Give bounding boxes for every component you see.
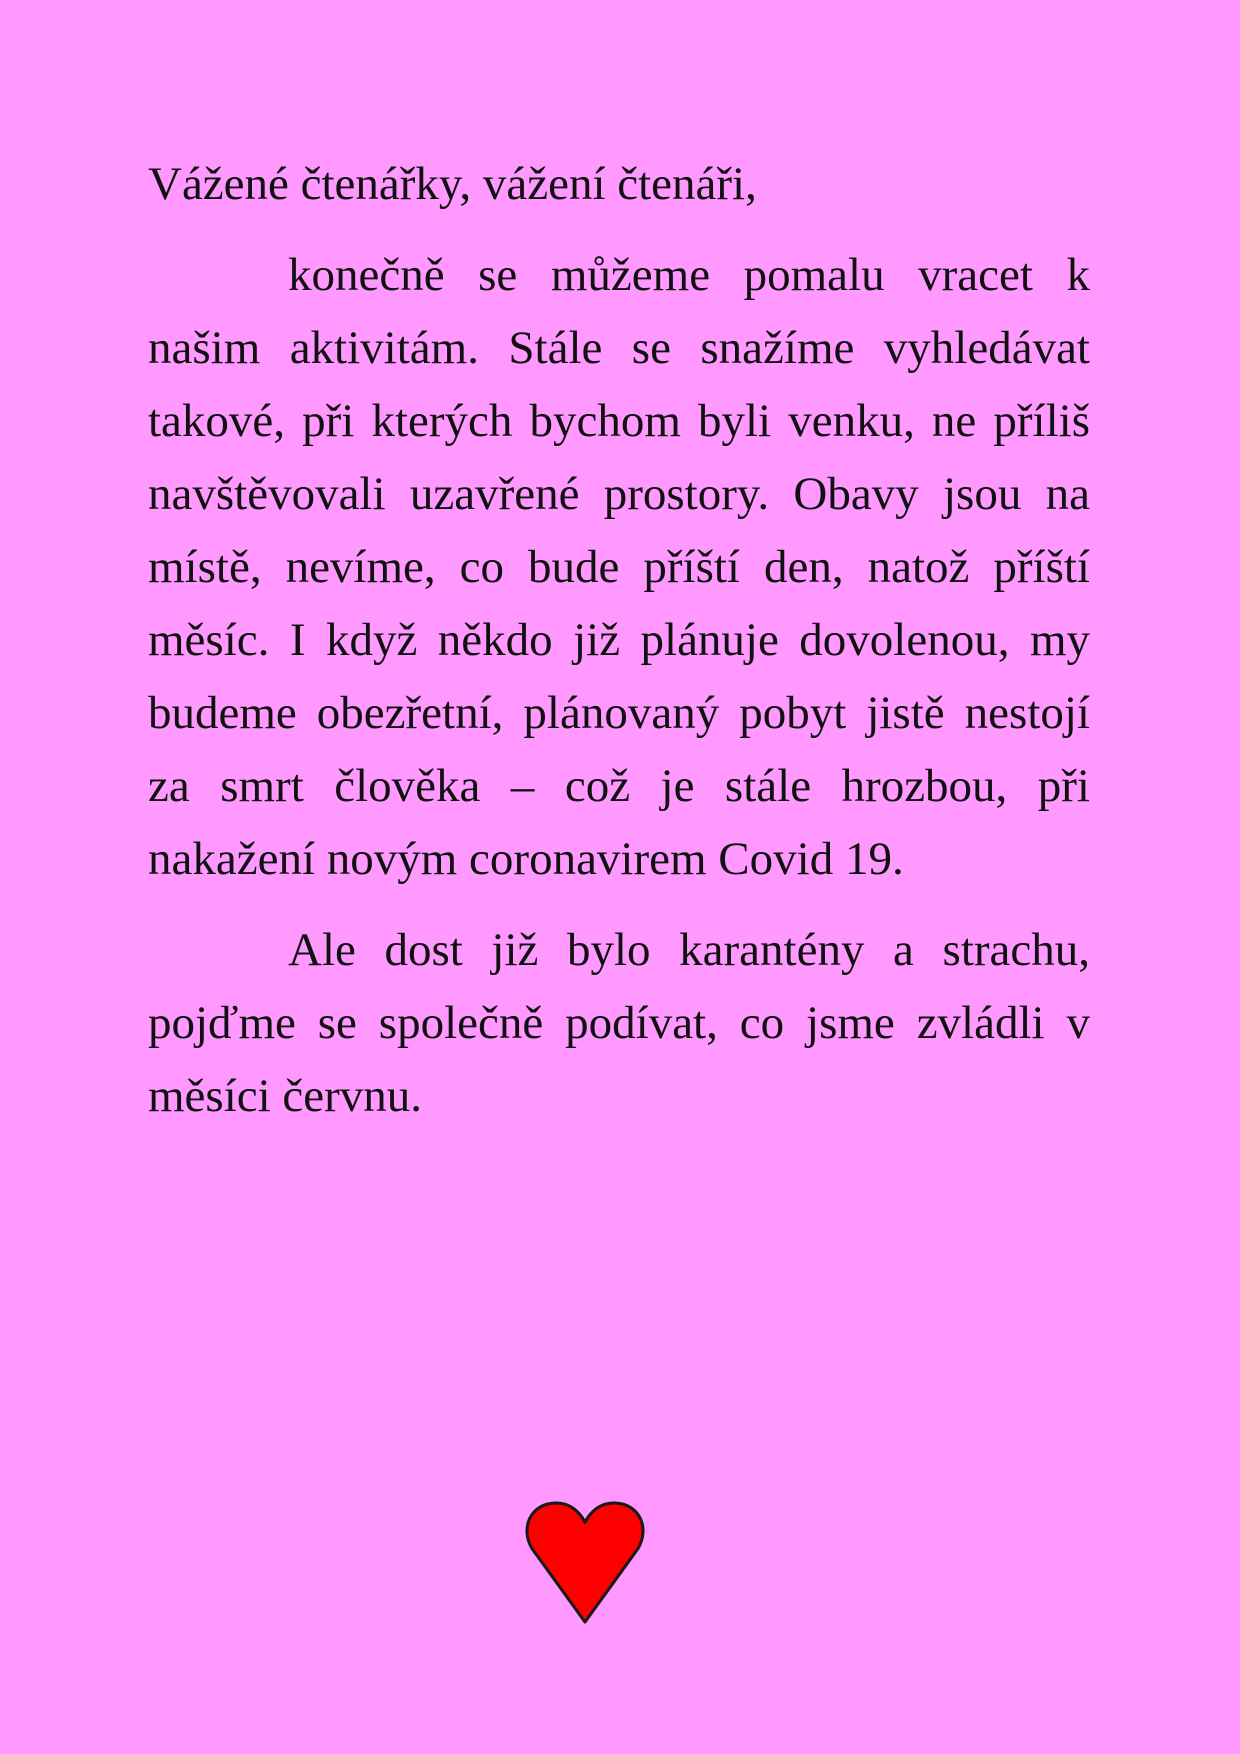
paragraph: Ale dost již bylo karantény a strachu, pojďme se společně podívat, co jsme zvládli v měsíci červnu. bbox=[148, 924, 1090, 1122]
heart-shape bbox=[524, 1500, 646, 1624]
letter-body bbox=[148, 148, 1090, 1151]
heart-icon bbox=[524, 1500, 646, 1624]
paragraph: konečně se můžeme pomalu vracet k našim aktivitám. Stále se snažíme vyhledávat takové, při kterých bychom byli venku, ne příliš navštěvovali uzavřené prostory. Obavy jsou na místě, nevíme, co bude příští den, natož příští měsíc. I když někdo již plánuje dovolenou, my budeme obezřetní, plánovaný pobyt jistě nestojí za smrt člověka – což je stále hrozbou, při nakažení novým coronavirem Covid 19. bbox=[148, 249, 1090, 885]
greeting: Vážené čtenářky, vážení čtenáři, bbox=[148, 158, 757, 210]
